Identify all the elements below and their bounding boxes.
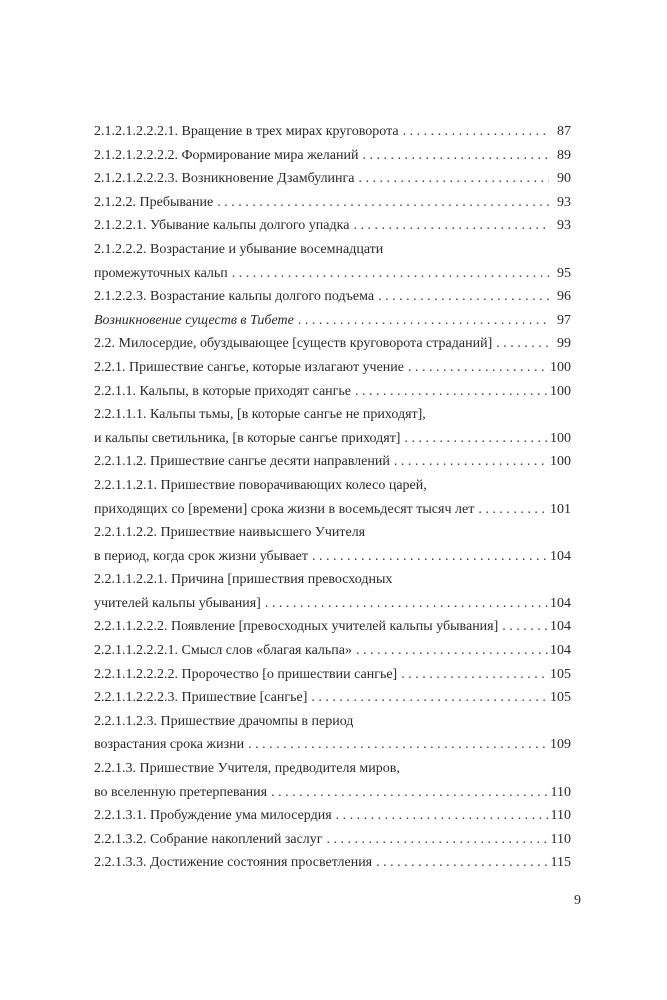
toc-entry-title: 2.1.2.1.2.2.2.1. Вращение в трех мирах круговорота — [94, 124, 399, 139]
toc-entry — [94, 309, 571, 333]
toc-entry-title: 2.1.2.1.2.2.2.2. Формирование мира желаний — [94, 147, 359, 163]
toc-entry — [94, 639, 571, 663]
dot-leader — [376, 851, 548, 875]
toc-entry-title: 2.2.1.3.3. Достижение состояния просветления — [94, 855, 373, 871]
toc-entry-page: 99 — [557, 336, 571, 352]
toc-entry — [94, 733, 571, 757]
toc-entry-page: 96 — [557, 289, 571, 305]
dot-leader — [496, 332, 549, 356]
toc-entry-title: 2.2.1. Пришествие сангье, которые излагают учение — [94, 359, 405, 375]
toc-entry-page: 87 — [557, 124, 571, 139]
toc-entry-page: 100 — [550, 383, 571, 399]
toc-entry-title: 2.2. Милосердие, обуздывающее [существ круговорота страданий] — [94, 336, 493, 352]
toc-entry — [94, 757, 571, 781]
toc-entry-page: 100 — [550, 359, 571, 375]
toc-entry-title: 2.1.2.2.2. Возрастание и убывание восемнадцати — [94, 241, 384, 257]
toc-entry-page: 104 — [550, 643, 571, 659]
toc-entry-page: 97 — [557, 312, 571, 328]
toc-entry — [94, 804, 571, 828]
toc-entry — [94, 568, 571, 592]
dot-leader — [478, 498, 548, 522]
table-of-contents — [94, 120, 571, 875]
toc-entry-title: 2.2.1.1. Кальпы, в которые приходят сангье — [94, 383, 351, 399]
toc-entry-title: Возникновение существ в Тибете — [94, 312, 294, 328]
toc-entry-page: 93 — [557, 218, 571, 234]
toc-entry — [94, 545, 571, 569]
toc-entry — [94, 498, 571, 522]
toc-entry-title: 2.2.1.3.2. Собрание накоплений заслуг — [94, 831, 323, 847]
toc-entry-page: 89 — [557, 147, 571, 163]
page-number: 9 — [574, 893, 581, 908]
toc-entry-title: 2.1.2.1.2.2.2.3. Возникновение Дзамбулинга — [94, 171, 355, 187]
toc-entry-title: и кальпы светильника, [в которые сангье приходят] — [94, 430, 401, 446]
dot-leader — [298, 309, 549, 333]
toc-entry-title: 2.2.1.3. Пришествие Учителя, предводителя миров, — [94, 761, 400, 777]
toc-entry-title: 2.2.1.3.1. Пробуждение ума милосердия — [94, 808, 332, 824]
toc-entry — [94, 191, 571, 215]
toc-entry — [94, 474, 571, 498]
toc-entry-page: 101 — [550, 501, 571, 517]
toc-entry-title: учителей кальпы убывания] — [94, 595, 261, 611]
dot-leader — [378, 285, 549, 309]
toc-entry — [94, 167, 571, 191]
toc-entry-page: 104 — [550, 595, 571, 611]
dot-leader — [355, 380, 548, 404]
toc-entry-page: 105 — [550, 666, 571, 682]
dot-leader — [502, 615, 548, 639]
toc-entry-title: приходящих со [времени] срока жизни в восемьдесят тысяч лет — [94, 501, 475, 517]
toc-entry — [94, 663, 571, 687]
dot-leader — [404, 427, 548, 451]
dot-leader — [362, 144, 549, 168]
toc-entry — [94, 144, 571, 168]
dot-leader — [265, 592, 548, 616]
toc-entry-page: 95 — [557, 265, 571, 281]
toc-entry — [94, 781, 571, 805]
toc-entry-title: 2.2.1.1.2.2.2. Появление [превосходных учителей кальпы убывания] — [94, 619, 499, 635]
toc-entry-page: 100 — [550, 430, 571, 446]
dot-leader — [248, 733, 548, 757]
toc-entry-title: 2.2.1.1.1. Кальпы тьмы, [в которые сангье не приходят], — [94, 407, 426, 423]
dot-leader — [232, 262, 549, 286]
dot-leader — [353, 214, 549, 238]
toc-entry — [94, 427, 571, 451]
toc-entry-page: 110 — [550, 808, 571, 824]
toc-entry-page: 110 — [550, 784, 571, 800]
toc-entry-title: 2.2.1.1.2.2.2.2. Пророчество [о пришествии сангье] — [94, 666, 398, 682]
toc-entry-title: 2.2.1.1.2. Пришествие сангье десяти направлений — [94, 454, 390, 470]
toc-entry-page: 110 — [550, 831, 571, 847]
dot-leader — [408, 356, 548, 380]
toc-entry — [94, 686, 571, 710]
toc-entry — [94, 851, 571, 875]
toc-entry — [94, 238, 571, 262]
toc-entry — [94, 403, 571, 427]
toc-entry — [94, 332, 571, 356]
dot-leader — [312, 545, 548, 569]
toc-entry-title: 2.2.1.1.2.2.1. Причина [пришествия превосходных — [94, 572, 393, 588]
toc-entry-page: 100 — [550, 454, 571, 470]
toc-entry-page: 104 — [550, 619, 571, 635]
toc-entry-title: 2.2.1.1.2.3. Пришествие драчомпы в период — [94, 713, 354, 729]
toc-entry-title: во вселенную претерпевания — [94, 784, 268, 800]
toc-entry-page: 104 — [550, 548, 571, 564]
toc-entry — [94, 120, 571, 144]
dot-leader — [271, 781, 548, 805]
toc-entry-title: 2.2.1.1.2.2. Пришествие наивысшего Учителя — [94, 525, 366, 541]
dot-leader — [311, 686, 548, 710]
toc-entry — [94, 615, 571, 639]
toc-entry-title: 2.2.1.1.2.2.2.3. Пришествие [сангье] — [94, 690, 308, 706]
toc-entry-title: возрастания срока жизни — [94, 737, 245, 753]
toc-entry — [94, 214, 571, 238]
toc-entry — [94, 828, 571, 852]
toc-entry-title: промежуточных кальп — [94, 265, 228, 281]
toc-entry — [94, 521, 571, 545]
toc-entry — [94, 356, 571, 380]
toc-entry-page: 93 — [557, 194, 571, 210]
dot-leader — [394, 450, 548, 474]
toc-entry-page: 105 — [550, 690, 571, 706]
dot-leader — [401, 663, 548, 687]
toc-entry-title: 2.1.2.2.1. Убывание кальпы долгого упадка — [94, 218, 350, 234]
toc-entry-page: 109 — [550, 737, 571, 753]
toc-entry-title: 2.1.2.2.3. Возрастание кальпы долгого подъема — [94, 289, 375, 305]
toc-entry-title: 2.2.1.1.2.1. Пришествие поворачивающих колесо царей, — [94, 477, 427, 493]
dot-leader — [217, 191, 549, 215]
toc-entry-title: 2.2.1.1.2.2.2.1. Смысл слов «благая кальпа» — [94, 643, 352, 659]
toc-entry — [94, 380, 571, 404]
toc-entry-page: 115 — [550, 855, 571, 871]
dot-leader — [327, 828, 549, 852]
toc-entry-title: в период, когда срок жизни убывает — [94, 548, 309, 564]
dot-leader — [336, 804, 549, 828]
toc-entry — [94, 450, 571, 474]
dot-leader — [359, 167, 550, 191]
toc-entry — [94, 710, 571, 734]
dot-leader — [356, 639, 548, 663]
toc-entry-title: 2.1.2.2. Пребывание — [94, 194, 214, 210]
toc-entry — [94, 285, 571, 309]
dot-leader — [403, 120, 549, 144]
toc-entry-page: 90 — [557, 171, 571, 187]
toc-entry — [94, 592, 571, 616]
toc-entry — [94, 262, 571, 286]
